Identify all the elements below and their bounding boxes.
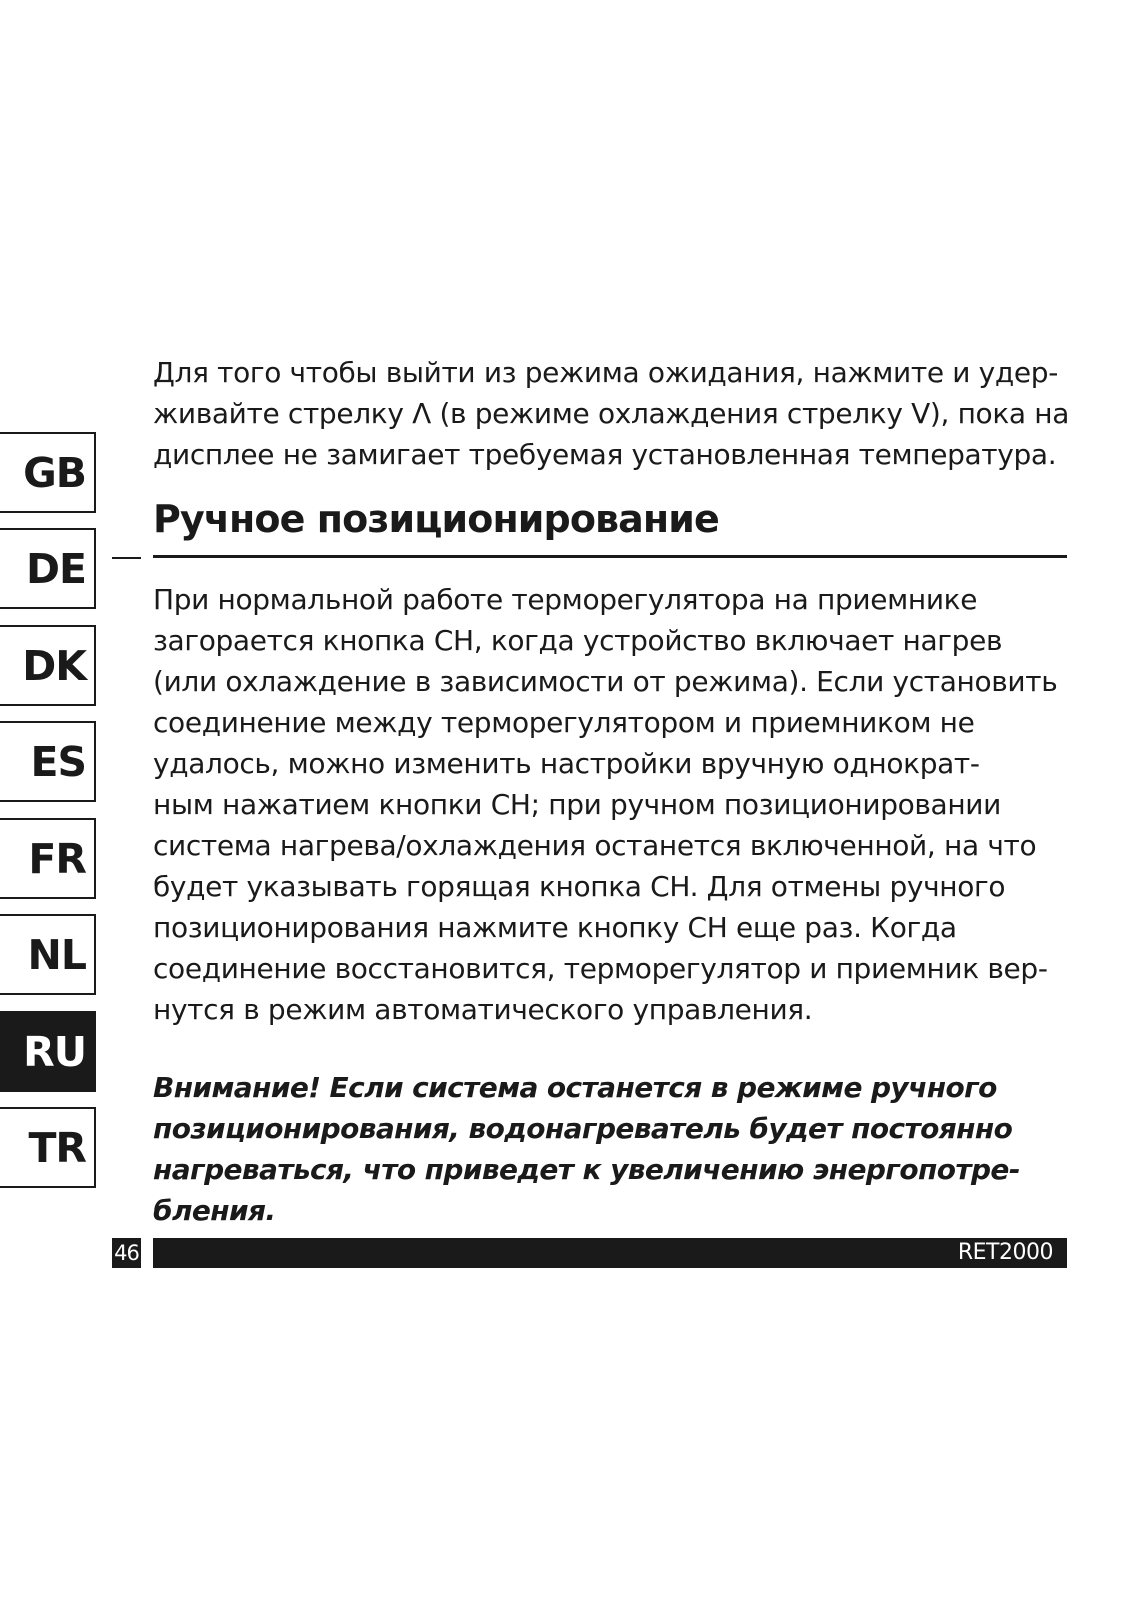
intro-paragraph	[153, 352, 1070, 475]
body-line: позиционирования нажмите кнопку CH еще раз. Когда	[153, 911, 957, 944]
intro-line: Для того чтобы выйти из режима ожидания, нажмите и удер-	[153, 356, 1058, 389]
warning-line: бления.	[153, 1194, 276, 1227]
lang-tab-ru[interactable]: RU	[0, 1011, 96, 1092]
footer-bar	[153, 1238, 1067, 1268]
body-line: ным нажатием кнопки CH; при ручном позиционировании	[153, 788, 1002, 821]
warning-line: позиционирования, водонагреватель будет постоянно	[153, 1112, 1013, 1145]
body-line: (или охлаждение в зависимости от режима). Если установить	[153, 665, 1058, 698]
lang-tab-es[interactable]: ES	[0, 721, 96, 802]
lang-tab-dk[interactable]: DK	[0, 625, 96, 706]
body-line: соединение между терморегулятором и приемником не	[153, 706, 975, 739]
lang-tab-nl[interactable]: NL	[0, 914, 96, 995]
lang-tab-gb[interactable]: GB	[0, 432, 96, 513]
model-name: RET2000	[957, 1240, 1053, 1265]
body-line: удалось, можно изменить настройки вручную однократ-	[153, 747, 980, 780]
body-paragraph	[153, 579, 1067, 1030]
body-line: система нагрева/охлаждения останется включенной, на что	[153, 829, 1037, 862]
body-line: нутся в режим автоматического управления.	[153, 993, 813, 1026]
intro-line: дисплее не замигает требуемая установленная температура.	[153, 438, 1057, 471]
lang-tab-tr[interactable]: TR	[0, 1107, 96, 1188]
active-section-marker	[112, 557, 141, 559]
body-line: будет указывать горящая кнопка CH. Для отмены ручного	[153, 870, 1006, 903]
body-line: При нормальной работе терморегулятора на приемнике	[153, 583, 978, 616]
body-line: соединение восстановится, терморегулятор и приемник вер-	[153, 952, 1048, 985]
lang-tab-de[interactable]: DE	[0, 528, 96, 609]
intro-line: живайте стрелку Λ (в режиме охлаждения стрелку V), пока на	[153, 397, 1070, 430]
lang-tab-fr[interactable]: FR	[0, 818, 96, 899]
page-number: 46	[112, 1238, 141, 1268]
section-divider	[153, 555, 1067, 558]
warning-paragraph	[153, 1067, 1067, 1231]
warning-line: Внимание! Если система останется в режиме ручного	[153, 1071, 997, 1104]
body-line: загорается кнопка CH, когда устройство включает нагрев	[153, 624, 1003, 657]
warning-line: нагреваться, что приведет к увеличению энергопотре-	[153, 1153, 1020, 1186]
section-title: Ручное позиционирование	[153, 497, 719, 541]
